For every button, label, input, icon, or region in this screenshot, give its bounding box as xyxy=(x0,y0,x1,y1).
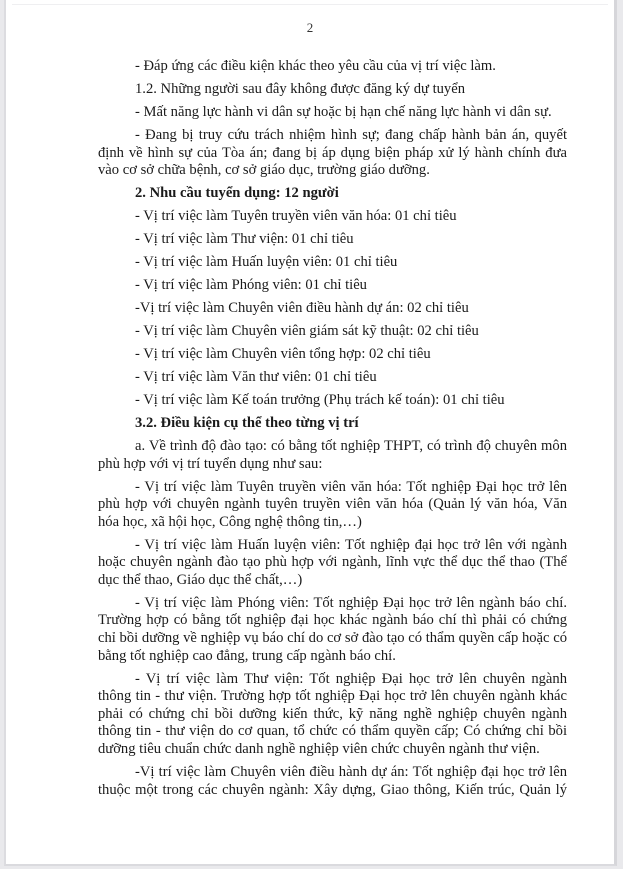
paragraph-culture-propagandist: - Vị trí việc làm Tuyên truyền viên văn hóa: Tốt nghiệp Đại học trở lên phù hợp với chuyên ngành tuyên truyền viên văn hóa (Quản lý văn hóa, Văn hóa học, xã hội học, Công nghệ thông tin,…) xyxy=(98,478,567,530)
quota-item: - Vị trí việc làm Kế toán trưởng (Phụ trách kế toán): 01 chỉ tiêu xyxy=(135,391,505,408)
quota-item: -Vị trí việc làm Chuyên viên điều hành dự án: 02 chỉ tiêu xyxy=(135,300,469,317)
heading-specific-conditions: 3.2. Điều kiện cụ thể theo từng vị trí xyxy=(135,414,359,431)
paragraph-project-manager: -Vị trí việc làm Chuyên viên điều hành dự án: Tốt nghiệp đại học trở lên thuộc một trong các chuyên ngành: Xây dựng, Giao thông, Kiến trúc, Quản lý xyxy=(98,764,567,798)
paragraph-library: - Vị trí việc làm Thư viện: Tốt nghiệp Đại học trở lên chuyên ngành thông tin - thư viện. Trường hợp tốt nghiệp Đại học trở lên chuyên ngành khác phải có chứng chỉ bồi dưỡng kiến thức, kỹ năng nghề nghiệp chuyên ngành thông tin - thư viện do cơ quan, tổ chức có thẩm quyền cấp; Có chứng chỉ bồi dưỡng tiêu chuẩn chức danh nghề nghiệp viên chức chuyên ngành thư viện. xyxy=(98,670,567,758)
heading-recruitment-needs: 2. Nhu cầu tuyển dụng: 12 người xyxy=(135,185,339,202)
document-page xyxy=(4,0,617,866)
document-body xyxy=(98,58,567,805)
quota-item: - Vị trí việc làm Tuyên truyền viên văn hóa: 01 chỉ tiêu xyxy=(135,208,457,225)
quota-item: - Vị trí việc làm Thư viện: 01 chỉ tiêu xyxy=(135,231,354,248)
subheading-ineligible: 1.2. Những người sau đây không được đăng ký dự tuyển xyxy=(135,80,465,97)
paragraph-reporter: - Vị trí việc làm Phóng viên: Tốt nghiệp Đại học trở lên ngành báo chí. Trường hợp có bằng tốt nghiệp đại học khác ngành báo chí thì phải có chứng chỉ bồi dưỡng về nghiệp vụ báo chí do cơ sở đào tạo có thẩm quyền cấp hoặc có bằng tốt nghiệp cao đẳng, trung cấp ngành báo chí. xyxy=(98,594,567,664)
paragraph-education-level: a. Về trình độ đào tạo: có bằng tốt nghiệp THPT, có trình độ chuyên môn phù hợp với vị trí tuyển dụng như sau: xyxy=(98,437,567,472)
paragraph-coach: - Vị trí việc làm Huấn luyện viên: Tốt nghiệp đại học trở lên với ngành hoặc chuyên ngành đào tạo phù hợp với ngành, lĩnh vực thể dục thể thao (Thể dục thể thao, Giáo dục thể chất,…) xyxy=(98,536,567,588)
quota-item: - Vị trí việc làm Văn thư viên: 01 chỉ tiêu xyxy=(135,369,377,385)
quota-item: - Vị trí việc làm Chuyên viên giám sát kỹ thuật: 02 chỉ tiêu xyxy=(135,323,479,340)
paragraph-other-conditions: - Đáp ứng các điều kiện khác theo yêu cầu của vị trí việc làm. xyxy=(135,58,496,74)
page-number: 2 xyxy=(306,20,314,35)
quota-item: - Vị trí việc làm Chuyên viên tổng hợp: 02 chỉ tiêu xyxy=(135,346,431,363)
quota-item: - Vị trí việc làm Phóng viên: 01 chỉ tiêu xyxy=(135,277,367,294)
page-top-edge xyxy=(12,4,608,5)
paragraph-civil-capacity: - Mất năng lực hành vi dân sự hoặc bị hạn chế năng lực hành vi dân sự. xyxy=(135,103,552,120)
quota-item: - Vị trí việc làm Huấn luyện viên: 01 chỉ tiêu xyxy=(135,254,398,271)
paragraph-criminal: - Đang bị truy cứu trách nhiệm hình sự; đang chấp hành bản án, quyết định về hình sự của Tòa án; đang bị áp dụng biện pháp xử lý hành chính đưa vào cơ sở chữa bệnh, cơ sở giáo dục, trường giáo dưỡng. xyxy=(98,126,567,179)
